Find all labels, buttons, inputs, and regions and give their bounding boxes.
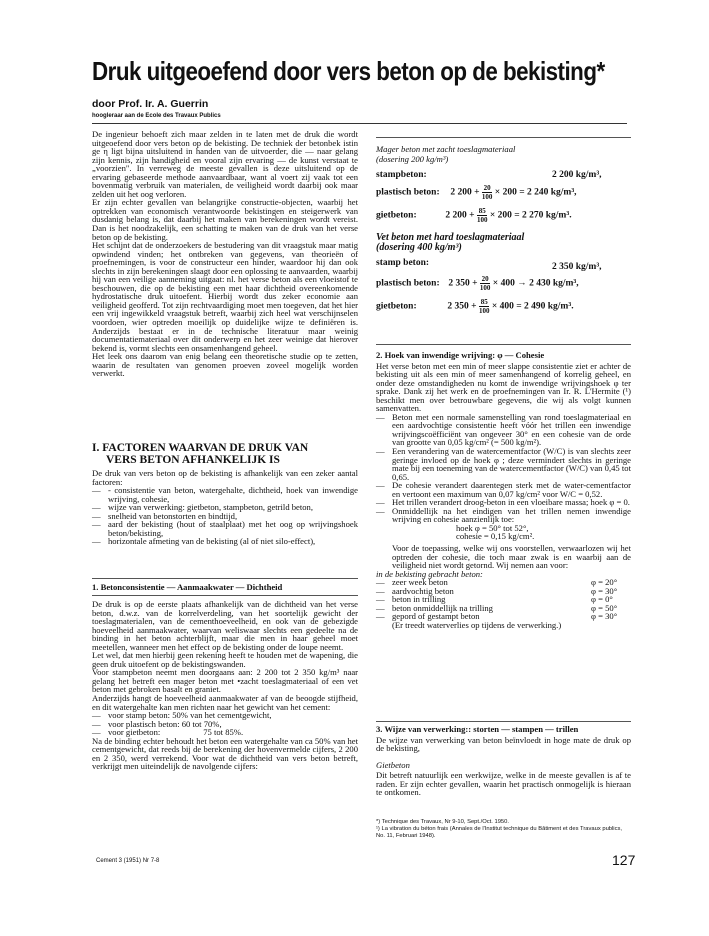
eq-base: 2 200 + (445, 210, 475, 221)
angle-value: φ = 50° (591, 602, 618, 613)
stampbeton-label: stampbeton: (376, 170, 427, 180)
cohesion-item-text: Onmiddellijk na het eindigen van het trillen nemen inwendige wrijving en cohesie aanzienlijk toe: (392, 505, 631, 525)
gietbeton-text: Dit betreft natuurlijk een werkwijze, welke in de meeste gevallen is af te raden. Er zijn echter gevallen, waarin het practisch onmogelijk is hieraan te ontkomen. (376, 770, 631, 798)
in-place-label: in de bekisting gebracht beton: (376, 568, 483, 579)
fraction-denominator: 100 (476, 216, 488, 224)
fraction (477, 207, 488, 224)
dash-mark: — (92, 519, 101, 530)
fraction-numerator: 85 (480, 298, 488, 306)
gietbeton-heading: Gietbeton (376, 759, 410, 770)
factor-text: horizontale afmeting van de bekisting (al of niet silo-effect), (108, 536, 316, 547)
water-line-text: voor stamp beton: 50% van het cementgewicht, (108, 710, 272, 721)
dash-mark: — (92, 510, 101, 521)
article-title: Druk uitgeoefend door vers beton op de bekisting* (92, 56, 605, 86)
angle-label: beton in trilling (392, 594, 446, 605)
water-line-text: voor plastisch beton: 60 tot 70%, (108, 718, 222, 729)
body-paragraph: Na de binding echter behoudt het beton een watergehalte van ca 50% van het cementgewicht, dat reeds bij de berekening der hovenvermelde cijfers, 2 200 en 2 350, werd verrekend. Voor wat de dichtheid van vers beton betreft, verkrijgt men uiteindelijk de navolgende cijfers: (92, 735, 358, 772)
fraction-denominator: 100 (481, 193, 493, 201)
body-paragraph: Voor stampbeton neemt men doorgaans aan: 2 200 tot 2 350 kg/m³ naar gelang het betreft een mager beton met •zacht toeslagmateriaal of een vet beton met gebroken basalt en graniet. (92, 667, 358, 695)
body-paragraph: De druk is op de eerste plaats afhankelijk van de dichtheid van het verse beton, d.w.z. van de korrelverdeling, van het soortelijk gewicht der toeslagmaterialen, van de cementhoeveelheid, en ook van de gebezigde hoeveelheid aanmaakwater, waarvan weliswaar slechts een gedeelte na de binding in het beton achterblijft, maar die men in haar geheel moet meetellen, wanneer men het effect op de bekisting onder de loupe neemt. (92, 599, 358, 652)
gietbeton-equation-2 (376, 298, 574, 315)
cohesion-item-text: De cohesie verandert daarentegen sterk met de water-cementfactor en vertoont een maximum van 0,07 kg/cm² voor W/C = 0,52. (392, 480, 631, 499)
eq-result: × 200 = 2 240 kg/m³, (494, 187, 577, 198)
footnote: *) Technique des Travaux, Nr 9-10, Sept./Oct. 1950. (376, 819, 509, 825)
eq-base: 2 200 + (450, 187, 480, 198)
cohesion-item (376, 507, 631, 524)
angle-label: gepord of gestampt beton (392, 611, 480, 622)
section-1-body (92, 469, 358, 546)
cohesion-item-text: Het trillen verandert droog-beton in een vloeibare massa; hoek φ = 0. (392, 497, 630, 508)
water-loss-note: (Er treedt waterverlies op tijdens de verwerking.) (392, 619, 562, 630)
stamp-beton-label: stamp beton: (376, 258, 430, 268)
plastisch-equation-2 (376, 275, 579, 292)
intro-paragraph: Het schijnt dat de onderzoekers de bestudering van dit vraagstuk maar matig opwindend vinden; het ontbreken van gegevens, van theorieën of proefnemingen, is voor de constructeur een hinder, waardoor hij dan ook slechts in zijn berekeningen slaagt door een oplossing te aanvaarden, waarbij hij van een veilige aanneming uitgaat: nl. het verse beton als een vloeistof te beschouwen, die op de bekisting een met haar dichtheid overeenkomende hydrostatische druk uitoefent. Hierbij wordt dus zeker economie aan veiligheid geofferd. Tot zijn rechtvaardiging moet men toegeven, dat het hier een vrij ingewikkeld vraagstuk betreft, waarbij zich heel wat verschijnselen voordoen, wier optreden moeilijk op duidelijke wijze te definiëren is. Anderzijds bestaat er in de technische literatuur maar weinig documentatiemateriaal over dit onderwerp en het zeer weinige dat hierover bekend is, vormt slechts een onsamenhangend geheel. (92, 240, 358, 353)
eq-base: 2 350 + (447, 301, 477, 312)
dash-mark: — (376, 480, 385, 491)
water-line-text: voor gietbeton: 75 tot 85%. (108, 727, 244, 738)
cohesion-item-text: Beton met een normale samenstelling van rond toeslagmateriaal en een aardvochtige consistentie heeft vóór het trillen een inwendige wrijvingscoëfficiënt van ongeveer 30° en een cohesie van de orde van grootte van 0,05 kg/cm² (= 500 kg/m²). (392, 411, 631, 448)
affiliation-line: hoogleraar aan de Ecole des Travaux Publics (92, 113, 221, 119)
box2-label-line: (dosering 400 kg/m³) (376, 242, 462, 253)
fraction-denominator: 100 (478, 307, 490, 315)
dash-mark: — (376, 577, 385, 588)
author-line: door Prof. Ir. A. Guerrin (92, 98, 209, 110)
box1-label (376, 145, 515, 164)
fraction-numerator: 20 (481, 275, 489, 283)
angle-value: φ = 30° (591, 611, 618, 622)
eq-label: plastisch beton: (376, 187, 440, 198)
page-number: 127 (612, 852, 636, 868)
eq-result: × 400 → 2 430 kg/m³, (492, 278, 579, 289)
section-1-heading-line: I. FACTOREN WAARVAN DE DRUK VAN (92, 442, 309, 454)
box2-label-line: Vet beton met hard toeslagmateriaal (376, 232, 525, 243)
box1-label-line: (dosering 200 kg/m³) (376, 153, 449, 164)
fraction-numerator: 20 (483, 184, 491, 192)
intro-paragraph: De ingenieur behoeft zich maar zelden in te laten met de druk die wordt uitgeoefend door vers beton op de bekisting. De techniek der betonbek istin ge η ligt bijna uitsluitend in handen van de uitvoerder, die — naar gelang zijn kennis, zijn handigheid en vooral zijn ervaring — de kunst verstaat te „voorzien". In verreweg de meeste gevallen is deze uitsluitend op de ervaring gebaseerde methode aanvaardbaar, want al voert zij vaak tot een bovenmatig verbruik van materialen, de veiligheid wordt daarbij ook maar zelden uit het oog verloren. (92, 129, 358, 199)
subsection-1-rule-bottom (92, 595, 358, 596)
stamp-beton-value: 2 350 kg/m³, (552, 262, 602, 272)
dash-mark: — (376, 411, 385, 422)
result-line: hoek φ = 50° tot 52°, (456, 522, 529, 533)
box1-label-line: Mager beton met zacht toeslagmateriaal (376, 144, 516, 154)
dash-mark: — (92, 502, 101, 513)
plastisch-equation (376, 184, 577, 201)
footnotes (376, 819, 631, 841)
eq-result: × 400 = 2 490 kg/m³. (491, 301, 574, 312)
angle-value: φ = 30° (591, 585, 618, 596)
gietbeton-equation (376, 207, 572, 224)
section-1-lead: De druk van vers beton op de bekisting is afhankelijk van een zeker aantal factoren: (92, 468, 358, 487)
factor-item (92, 537, 358, 546)
factor-item (92, 520, 358, 537)
fraction (482, 184, 493, 201)
intro-paragraph: Er zijn echter gevallen van belangrijke constructie-objecten, waarbij het optrekken van economisch verantwoorde bekistingen en steigerwerk van dusdanig belang is, dat daarbij het maken van berekeningen wordt vereist. Dan is het noodzakelijk, een schatting te maken van de druk van het verse beton op de bekisting. (92, 197, 358, 242)
dash-mark: — (376, 585, 385, 596)
dash-mark: — (376, 497, 385, 508)
subsection-3 (376, 725, 631, 797)
title-rule (92, 123, 627, 124)
section-1-heading (92, 442, 308, 466)
subsection-3-rule-top (376, 721, 631, 722)
eq-base: 2 350 + (448, 278, 478, 289)
angle-value: φ = 0° (591, 594, 613, 605)
subsection-2-intro: Het verse beton met een min of meer slappe consistentie ziet er achter de bekisting uit als een min of meer samenhangend of korrelig geheel, en onder deze omstandigheden nu komt de inwendige wrijvingshoek φ ter sprake. Dank zij het werk en de proefnemingen van Ir. R. L'Hermite (¹) beschikt men over betrouwbare gegevens, die wij als volgt kunnen samenvatten. (376, 360, 631, 414)
subsection-1-rule-top (92, 578, 358, 579)
cohesion-item (376, 481, 631, 498)
angle-value: φ = 20° (591, 577, 618, 588)
eq-label: gietbeton: (376, 301, 417, 312)
dash-mark: — (92, 718, 101, 729)
dash-mark: — (92, 710, 101, 721)
proposal-text: Voor de toepassing, welke wij ons voorstellen, verwaarlozen wij het optreden der cohesie, die toch maar zwak is en waarbij aan de veiligheid niet wordt getornd. Wij nemen aan voor: (392, 543, 631, 571)
box-rule-top (376, 137, 631, 138)
factor-text: aard der bekisting (hout of staalplaat) met het oog op wrijvingshoek beton/bekisting, (108, 519, 358, 538)
dash-mark: — (376, 505, 385, 516)
angle-label: aardvochtig beton (392, 585, 454, 596)
subsection-2-heading: 2. Hoek van inwendige wrijving: φ — Cohesie (376, 350, 545, 360)
subsection-2 (376, 351, 631, 630)
fraction-denominator: 100 (479, 284, 491, 292)
subsection-3-text: De wijze van verwerking van beton beïnvloedt in hoge mate de druk op de bekisting, (376, 734, 631, 754)
dash-mark: — (92, 536, 101, 547)
fraction-numerator: 85 (478, 207, 486, 215)
factor-text: snelheid van betonstorten en bindtijd, (108, 510, 238, 521)
box2-label (376, 233, 524, 253)
cohesion-item-text: Een verandering van de watercementfactor (W/C) is van slechts zeer geringe invloed op de hoek φ ; deze vermindert slechts in geringe mate bij een toeneming van de watercementfactor (W/C) van 0,45 tot 0,65. (392, 446, 631, 482)
subsection-1-body (92, 600, 358, 771)
stampbeton-value: 2 200 kg/m³, (552, 170, 602, 180)
body-paragraph: Anderzijds hangt de hoeveelheid aanmaakwater af van de beoogde stijfheid, en dit watergehalte kan men richten naar het gewicht van het cement: (92, 693, 358, 712)
body-paragraph: Let wel, dat men hierbij geen rekening heeft te houden met de wapening, die geen druk uitoefent op de bekistingswanden. (92, 650, 358, 669)
footnote: ¹) La vibration du béton frais (Annales de l'Institut technique du Bâtiment et des Travaux publics, No. 11, Februari 1948). (376, 826, 623, 840)
eq-label: gietbeton: (376, 210, 417, 221)
subsection-3-heading: 3. Wijze van verwerking:: storten — stampen — trillen (376, 724, 579, 734)
intro-paragraph: Het leek ons daarom van enig belang een theoretische studie op te zetten, waarin de resultaten van genomen proeven zoveel mogelijk worden verwerkt. (92, 351, 358, 379)
fraction (480, 275, 491, 292)
factor-item (92, 486, 358, 503)
cohesion-item (376, 447, 631, 481)
journal-footer: Cement 3 (1951) Nr 7-8 (96, 858, 160, 864)
eq-result: × 200 = 2 270 kg/m³. (489, 210, 572, 221)
fraction (479, 298, 490, 315)
factor-text: - consistentie van beton, watergehalte, dichtheid, hoek van inwendige wrijving, cohesie, (108, 485, 358, 504)
cohesion-item (376, 413, 631, 447)
factor-text: wijze van verwerking: gietbeton, stampbeton, getrild beton, (108, 502, 313, 513)
dash-mark: — (376, 611, 385, 622)
dash-mark: — (92, 727, 101, 738)
dash-mark: — (376, 446, 385, 457)
dash-mark: — (376, 602, 385, 613)
dash-mark: — (92, 485, 101, 496)
angle-label: zeer week beton (392, 577, 448, 588)
box-rule-bottom (376, 344, 631, 345)
eq-label: plastisch beton: (376, 278, 440, 289)
intro-text (92, 130, 358, 378)
section-1-heading-line: VERS BETON AFHANKELIJK IS (106, 454, 280, 466)
angle-label: beton onmiddellijk na trilling (392, 602, 493, 613)
dash-mark: — (376, 594, 385, 605)
subsection-1-heading: 1. Betonconsistentie — Aanmaakwater — Dichtheid (92, 582, 283, 592)
result-line: cohesie = 0,15 kg/cm². (456, 531, 535, 542)
